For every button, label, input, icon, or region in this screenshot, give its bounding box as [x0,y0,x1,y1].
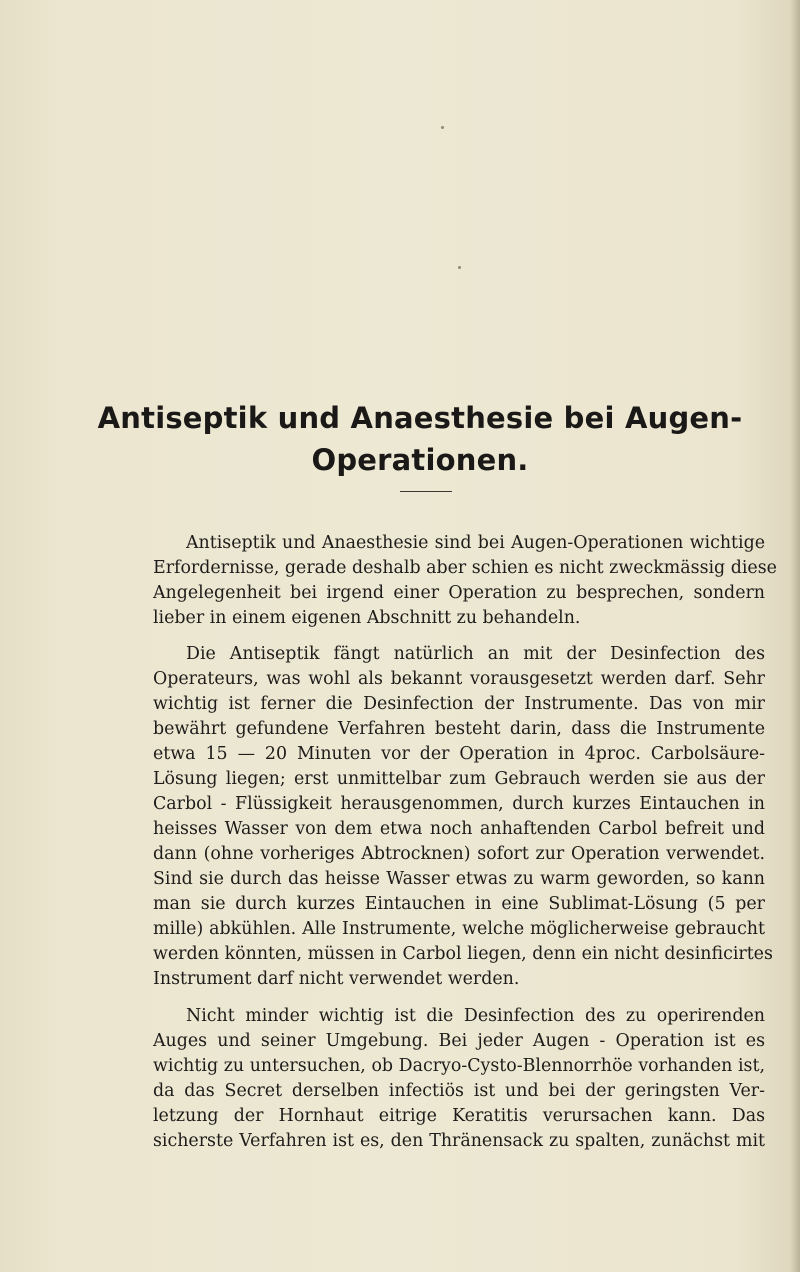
text-line: wichtig ist ferner die Desinfection der Instrumente. Das von mir [153,694,765,714]
text-line: Operateurs, was wohl als bekannt vorausgesetzt werden darf. Sehr [153,669,765,689]
text-line: Angelegenheit bei irgend einer Operation zu besprechen, sondern [153,583,765,603]
text-line: bewährt gefundene Verfahren besteht darin, dass die Instrumente [153,719,765,739]
text-line: dann (ohne vorheriges Abtrocknen) sofort zur Operation verwendet. [153,844,765,864]
text-line: heisses Wasser von dem etwa noch anhaftenden Carbol befreit und [153,819,765,839]
text-line: man sie durch kurzes Eintauchen in eine Sublimat-Lösung (5 per [153,894,765,914]
text-line: da das Secret derselben infectiös ist und bei der geringsten Ver- [153,1081,765,1101]
text-line: wichtig zu untersuchen, ob Dacryo-Cysto-Blennorrhöe vorhanden ist, [153,1056,765,1076]
text-line: Nicht minder wichtig ist die Desinfection des zu operirenden [186,1006,765,1026]
chapter-title-line-2: Operationen. [311,443,529,477]
text-line: Erfordernisse, gerade deshalb aber schien es nicht zweckmässig diese [153,558,777,578]
text-line: Antiseptik und Anaesthesie sind bei Augen-Operationen wichtige [186,533,765,553]
text-line: Auges und seiner Umgebung. Bei jeder Augen - Operation ist es [153,1031,765,1051]
text-line: etwa 15 — 20 Minuten vor der Operation in 4proc. Carbolsäure- [153,744,765,764]
text-line: mille) abkühlen. Alle Instrumente, welche möglicherweise gebraucht [153,919,765,939]
text-line: Die Antiseptik fängt natürlich an mit der Desinfection des [186,644,765,664]
text-line: Carbol - Flüssigkeit herausgenommen, durch kurzes Eintauchen in [153,794,765,814]
text-line: lieber in einem eigenen Abschnitt zu behandeln. [153,608,581,628]
text-line: werden könnten, müssen in Carbol liegen, denn ein nicht desinficirtes [153,944,773,964]
text-line: Sind sie durch das heisse Wasser etwas zu warm geworden, so kann [153,869,765,889]
text-line: Lösung liegen; erst unmittelbar zum Gebrauch werden sie aus der [153,769,765,789]
text-line: letzung der Hornhaut eitrige Keratitis verursachen kann. Das [153,1106,765,1126]
text-line: sicherste Verfahren ist es, den Thränensack zu spalten, zunächst mit [153,1131,765,1151]
text-line: Instrument darf nicht verwendet werden. [153,969,520,989]
chapter-title-line-1: Antiseptik und Anaesthesie bei Augen- [97,401,743,435]
